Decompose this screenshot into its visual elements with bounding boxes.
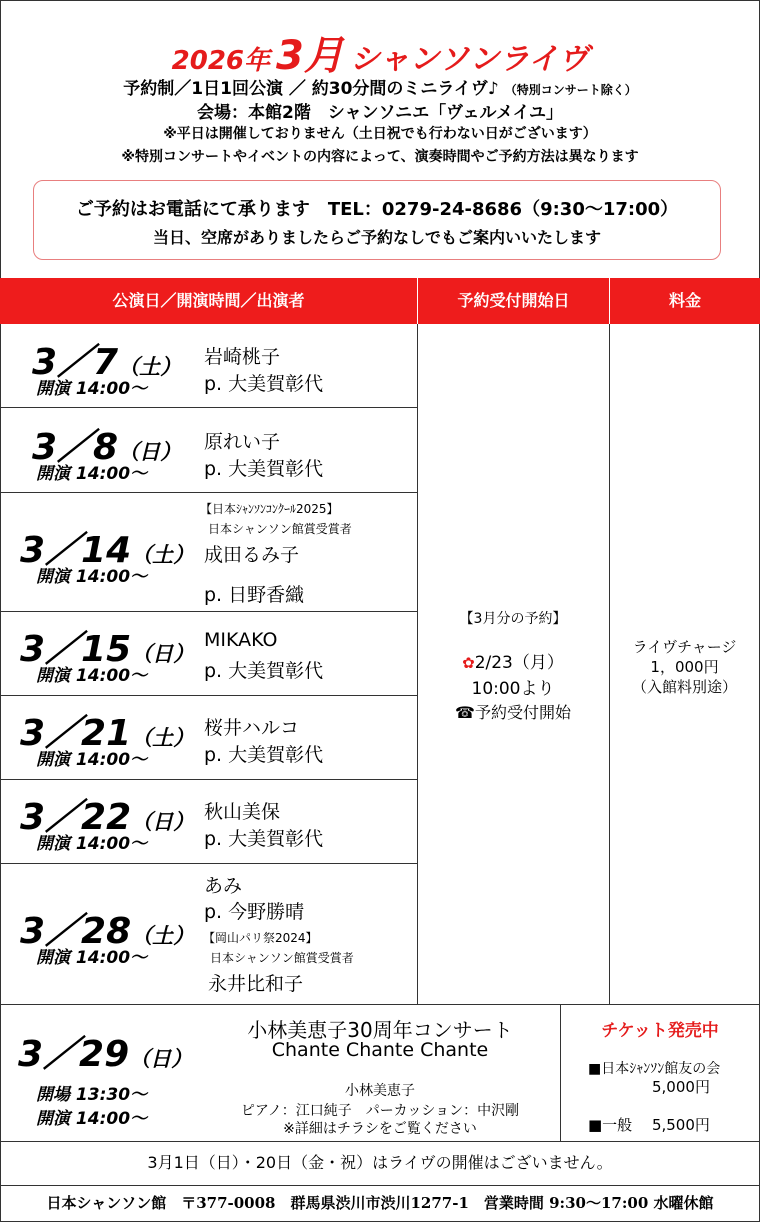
date-weekday: （日）	[131, 642, 195, 666]
award-name: 日本シャンソン館賞受賞者	[210, 951, 354, 965]
info-line-1	[0, 74, 760, 99]
schedule-table-header	[0, 278, 760, 324]
special-subtitle: Chante Chante Chante	[271, 1039, 489, 1061]
date-number: 3／21	[20, 713, 132, 754]
performer-pianist: p. 大美賀彰代	[204, 458, 324, 480]
ticket-member-label: ■日本ｼｬﾝｿﾝ館友の会	[588, 1061, 721, 1077]
table-row	[0, 611, 417, 695]
title-name: シャンソンライヴ	[349, 42, 589, 77]
table-row	[0, 779, 417, 863]
show-time: 開演 14:00～	[36, 567, 148, 587]
col-header-fee: 料金	[609, 278, 760, 324]
table-row	[0, 695, 417, 779]
performer-pianist: p. 大美賀彰代	[204, 373, 324, 395]
special-concert	[0, 1004, 760, 1141]
booking-start-line	[417, 700, 609, 723]
special-note: ※詳細はチラシをご覧ください	[283, 1121, 477, 1137]
date-number: 3／29	[18, 1034, 130, 1075]
no-show-notice: 3月1日（日）・20日（金・祝）はライヴの開催はございません。	[147, 1153, 613, 1172]
venue-line: 会場：本館2階 シャンソニエ「ヴェルメイユ」	[197, 103, 563, 123]
performer-singer: 原れい子	[204, 431, 281, 453]
booking-date-line	[417, 648, 609, 673]
reservation-phone: ご予約はお電話にて承ります TEL：0279-24-8686（9:30～17:00）	[75, 199, 679, 220]
date-number: 3／28	[20, 911, 132, 952]
flyer-header	[0, 0, 760, 278]
performer-singer: 成田るみ子	[204, 544, 300, 566]
ticket-on-sale: チケット発売中	[601, 1021, 719, 1041]
date-weekday: （日）	[129, 1047, 193, 1071]
date-weekday: （土）	[131, 924, 195, 948]
table-row	[0, 863, 417, 1004]
date-number: 3／15	[20, 629, 132, 670]
flyer-title	[0, 24, 760, 79]
venue-footer: 日本シャンソン館 〒377-0008 群馬県渋川市渋川1277-1 営業時間 9:30～17:00 水曜休館	[46, 1194, 714, 1212]
date-number: 3／22	[20, 797, 132, 838]
show-time: 開演 14:00～	[36, 834, 148, 854]
special-start-time: 開演 14:00～	[36, 1109, 148, 1129]
award-title: 【岡山パリ祭2024】	[203, 931, 318, 945]
fee-info	[609, 324, 760, 1004]
show-time: 開演 14:00～	[36, 750, 148, 770]
col-header-booking: 予約受付開始日	[417, 278, 609, 324]
booking-time: 10:00より	[471, 679, 555, 699]
performer-pianist: p. 大美賀彰代	[204, 660, 324, 682]
performer-singer: MIKAKO	[204, 629, 278, 651]
show-time: 開演 14:00～	[36, 379, 148, 399]
performer-singer: 桜井ハルコ	[204, 717, 300, 739]
performer-pianist: p. 大美賀彰代	[204, 828, 324, 850]
table-row	[0, 407, 417, 492]
fee-note: （入館料別途）	[631, 678, 737, 696]
date-weekday: （日）	[131, 810, 195, 834]
ticket-member-price: 5,000円	[652, 1078, 710, 1096]
fee-amount: 1，000円	[650, 658, 719, 676]
award-name: 日本シャンソン館賞受賞者	[208, 522, 352, 536]
performer-pianist: p. 今野勝晴	[204, 901, 305, 923]
show-time: 開演 14:00～	[36, 464, 148, 484]
date-weekday: （土）	[131, 726, 195, 750]
date-weekday: （日）	[118, 440, 182, 464]
date-number: 3／8	[32, 427, 119, 468]
date-number: 3／14	[20, 530, 132, 571]
flower-icon: ✿	[462, 654, 475, 672]
performer-pianist: p. 大美賀彰代	[204, 744, 324, 766]
fee-label: ライヴチャージ	[632, 638, 737, 656]
ticket-general: ■一般 5,500円	[588, 1116, 710, 1134]
weekday-note: ※平日は開催しておりません（土日祝でも行わない日がございます）	[163, 126, 597, 142]
show-time: 開演 14:00～	[36, 948, 148, 968]
special-open-time: 開場 13:30～	[36, 1085, 148, 1105]
booking-label: 【3月分の予約】	[459, 611, 567, 627]
date-weekday: （土）	[118, 355, 182, 379]
reservation-walkin: 当日、空席がありましたらご予約なしでもご案内いいたします	[152, 228, 601, 247]
info-line-1-main: 予約制／1日1回公演 ／ 約30分間のミニライヴ♪	[123, 79, 499, 99]
show-time: 開演 14:00～	[36, 666, 148, 686]
booking-date: 2/23（月）	[474, 653, 564, 673]
info-line-1-note: （特別コンサート除く）	[504, 83, 637, 97]
performer-pianist: p. 日野香織	[204, 584, 305, 606]
booking-start: 予約受付開始	[474, 703, 571, 722]
date-weekday: （土）	[131, 543, 195, 567]
table-row	[0, 324, 417, 407]
col-header-schedule: 公演日／開演時間／出演者	[112, 291, 305, 310]
performer-singer: 岩崎桃子	[204, 346, 281, 368]
special-note: ※特別コンサートやイベントの内容によって、演奏時間やご予約方法は異なります	[121, 149, 639, 165]
table-row	[0, 492, 417, 611]
reservation-box	[33, 180, 721, 260]
title-year: 2026年	[171, 46, 271, 76]
special-title: 小林美恵子30周年コンサート	[247, 1018, 513, 1042]
special-date	[18, 1026, 192, 1077]
phone-icon: ☎	[455, 703, 475, 722]
date-number: 3／7	[32, 342, 119, 383]
performer-singer: 秋山美保	[204, 801, 281, 823]
performer-singer: あみ	[204, 875, 243, 897]
performer-singer: 永井比和子	[208, 973, 304, 995]
special-artist: 小林美恵子	[345, 1083, 415, 1099]
title-month: 3月	[276, 33, 344, 79]
special-musicians: ピアノ：江口純子 パーカッション：中沢剛	[240, 1103, 520, 1119]
award-title: 【日本ｼｬﾝｿﾝｺﾝｸｰﾙ2025】	[200, 502, 339, 516]
booking-info	[417, 324, 609, 1004]
